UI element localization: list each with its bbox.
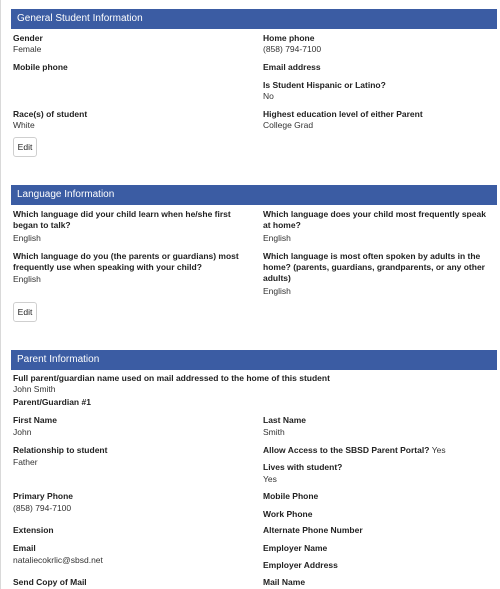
mail-name-field-label: Mail Name bbox=[263, 577, 306, 587]
language-q4-label: Which language is most often spoken by adults in the home? (parents, guardians, grandparents, or any other adults) bbox=[263, 251, 485, 283]
language-q2-label: Which language does your child most frequently speak at home? bbox=[263, 209, 486, 230]
general-section-header: General Student Information bbox=[11, 9, 497, 29]
hispanic-label: Is Student Hispanic or Latino? bbox=[263, 80, 386, 90]
language-q4-value: English bbox=[263, 286, 291, 296]
relationship-label: Relationship to student bbox=[13, 445, 108, 455]
hispanic-value: No bbox=[263, 91, 274, 101]
work-phone-label: Work Phone bbox=[263, 509, 313, 519]
primary-phone-label: Primary Phone bbox=[13, 491, 73, 501]
language-q1-value: English bbox=[13, 233, 41, 243]
first-name-value: John bbox=[13, 427, 32, 437]
email-address-label: Email address bbox=[263, 62, 321, 72]
primary-phone-value: (858) 794-7100 bbox=[13, 503, 72, 513]
last-name-label: Last Name bbox=[263, 415, 306, 425]
first-name-label: First Name bbox=[13, 415, 57, 425]
parent-mobile-phone-label: Mobile Phone bbox=[263, 491, 319, 501]
lives-with-value: Yes bbox=[263, 474, 277, 484]
language-edit-button[interactable]: Edit bbox=[13, 302, 37, 322]
language-section-header: Language Information bbox=[11, 185, 497, 205]
relationship-value: Father bbox=[13, 457, 38, 467]
mail-name-value: John Smith bbox=[13, 384, 56, 394]
race-label: Race(s) of student bbox=[13, 109, 88, 119]
language-q3-label: Which language do you (the parents or guardians) most frequently use when speaking with your child? bbox=[13, 251, 239, 272]
language-q1-label: Which language did your child learn when he/she first began to talk? bbox=[13, 209, 231, 230]
parent-section-header: Parent Information bbox=[11, 350, 497, 370]
last-name-value: Smith bbox=[263, 427, 285, 437]
general-edit-button[interactable]: Edit bbox=[13, 137, 37, 157]
guardian-heading: Parent/Guardian #1 bbox=[13, 397, 91, 407]
send-copy-label: Send Copy of Mail bbox=[13, 577, 87, 587]
portal-access-label bbox=[263, 445, 446, 456]
employer-name-label: Employer Name bbox=[263, 543, 328, 553]
parent-email-label: Email bbox=[13, 543, 36, 553]
parent-email-value: nataliecokrlic@sbsd.net bbox=[13, 555, 103, 565]
race-value: White bbox=[13, 120, 35, 130]
language-q3-value: English bbox=[13, 274, 41, 284]
education-value: College Grad bbox=[263, 120, 314, 130]
alternate-phone-label: Alternate Phone Number bbox=[263, 525, 363, 535]
gender-value: Female bbox=[13, 44, 42, 54]
lives-with-label: Lives with student? bbox=[263, 462, 343, 472]
employer-address-label: Employer Address bbox=[263, 560, 338, 570]
education-label: Highest education level of either Parent bbox=[263, 109, 423, 119]
portal-access-label-text: Allow Access to the SBSD Parent Portal? bbox=[263, 445, 430, 455]
mail-name-label: Full parent/guardian name used on mail addressed to the home of this student bbox=[13, 373, 330, 383]
home-phone-label: Home phone bbox=[263, 33, 315, 43]
portal-access-value: Yes bbox=[431, 445, 446, 455]
gender-label: Gender bbox=[13, 33, 43, 43]
extension-label: Extension bbox=[13, 525, 54, 535]
mobile-phone-label: Mobile phone bbox=[13, 62, 68, 72]
home-phone-value: (858) 794-7100 bbox=[263, 44, 322, 54]
language-q2-value: English bbox=[263, 233, 291, 243]
